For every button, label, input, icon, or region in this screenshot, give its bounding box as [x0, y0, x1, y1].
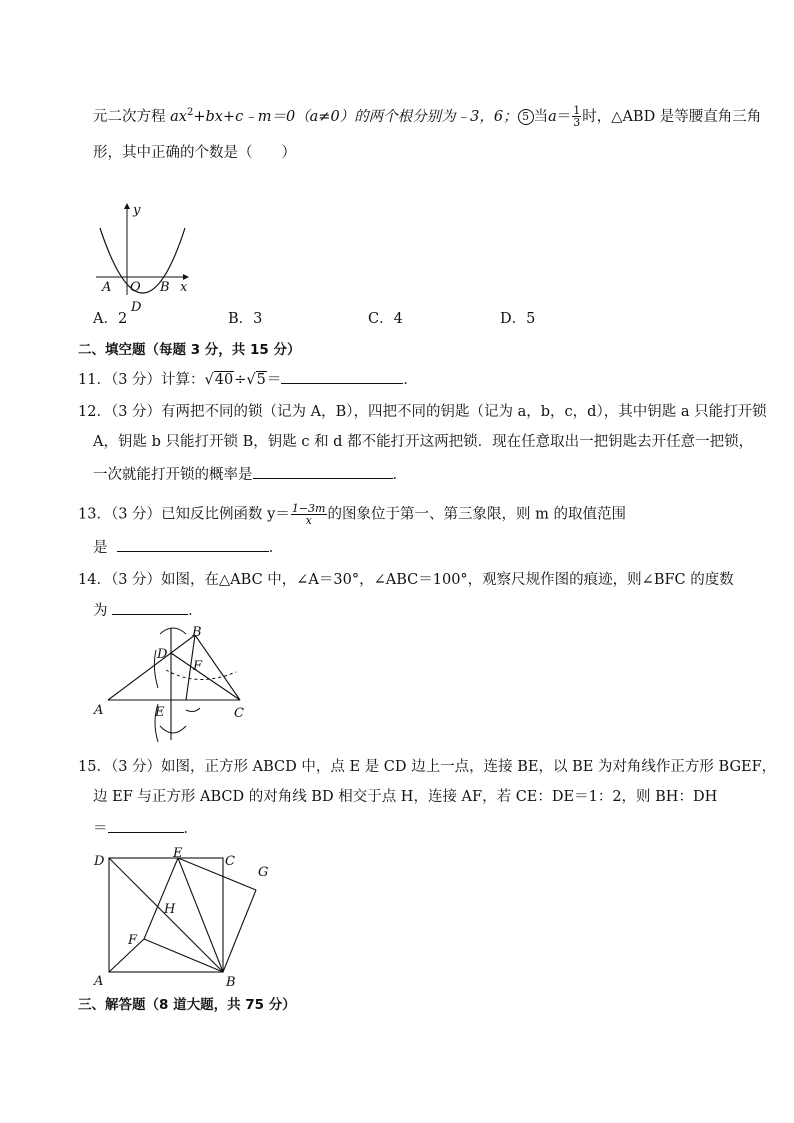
question-12-line2: A，钥匙 b 只能打开锁 B，钥匙 c 和 d 都不能打开这两把锁．现在任意取出一把钥匙去开任意一把锁，: [93, 434, 754, 450]
label-A: A: [94, 974, 104, 989]
question-14-line2: 为 ．: [93, 600, 203, 621]
answer-blank-11[interactable]: [281, 369, 403, 384]
q10-line1: 元二次方程 $ax^2+bx+c﹣m=0(a\ne 0)$的两个根分别为﹣3，6； 5 当a＝ $\frac{1}{3}$ 时，△ABD 是等腰直角三角: [93, 104, 762, 130]
label-D: D: [157, 647, 168, 662]
question-13-line2: 是 ．: [93, 537, 283, 558]
label-C: C: [234, 706, 244, 721]
option-c: C．4: [368, 311, 403, 327]
sqrt-5: √5: [246, 372, 266, 388]
label-D-below: D: [131, 300, 142, 315]
question-15-line2: 边 EF 与正方形 ABCD 的对角线 BD 相交于点 H，连接 AF，若 CE：DE＝1：2，则 BH：DH: [93, 789, 718, 805]
answer-blank-14[interactable]: [112, 600, 188, 615]
label-B: B: [226, 975, 236, 990]
option-b: B．3: [228, 311, 263, 327]
answer-blank-13[interactable]: [117, 537, 269, 552]
question-13-line1: 13．（3 分）已知反比例函数 y＝ $\frac{1-3m}{x}$ 的图象位于第一、第三象限，则 m 的取值范围: [78, 502, 626, 527]
fraction-one-third: $\frac{1}{3}$: [573, 104, 581, 130]
label-E: E: [155, 705, 165, 720]
label-F: F: [193, 659, 203, 674]
label-A: A: [102, 280, 112, 295]
parabola-curve: [100, 228, 185, 293]
section-2-heading: 二、填空题（每题 3 分，共 15 分）: [78, 342, 301, 358]
label-G: G: [258, 865, 269, 880]
section-3-heading: 三、解答题（8 道大题，共 75 分）: [78, 997, 296, 1013]
circled-number-5: 5: [518, 109, 534, 125]
option-a: A．2: [93, 311, 128, 327]
q10-line2: 形，其中正确的个数是（ ）: [93, 145, 296, 161]
label-y: y: [133, 203, 141, 218]
question-15-line1: 15．（3 分）如图，正方形 ABCD 中，点 E 是 CD 边上一点，连接 BE，以 BE 为对角线作正方形 BGEF，: [78, 759, 777, 775]
parabola-figure: [88, 200, 198, 295]
label-E: E: [173, 846, 183, 861]
answer-blank-15[interactable]: [108, 818, 184, 833]
question-11: 11．（3 分）计算：√40÷√5＝ ．: [78, 369, 418, 390]
fraction-1-3m-over-x: $\frac{1-3m}{x}$: [291, 502, 326, 527]
label-H: H: [164, 902, 176, 917]
question-12-line3: 一次就能打开锁的概率是 ．: [93, 464, 407, 485]
question-14-line1: 14．（3 分）如图，在△ABC 中，∠A＝30°，∠ABC＝100°，观察尺规作图的痕迹，则∠BFC 的度数: [78, 572, 734, 588]
triangle-construction-figure: [88, 622, 258, 750]
label-B: B: [160, 280, 170, 295]
square-figure: [88, 846, 278, 990]
sqrt-40: √40: [204, 372, 234, 388]
label-x: x: [180, 280, 188, 295]
label-F: F: [128, 933, 138, 948]
label-B: B: [192, 625, 202, 640]
label-D: D: [94, 854, 105, 869]
question-12-line1: 12．（3 分）有两把不同的锁（记为 A，B），四把不同的钥匙（记为 a，b，c，d），其中钥匙 a 只能打开锁: [78, 404, 767, 420]
label-O: O: [130, 280, 141, 295]
label-A: A: [94, 703, 104, 718]
answer-blank-12[interactable]: [253, 464, 393, 479]
label-C: C: [225, 854, 235, 869]
option-d: D．5: [500, 311, 536, 327]
question-15-line3: ＝ ．: [93, 818, 198, 839]
